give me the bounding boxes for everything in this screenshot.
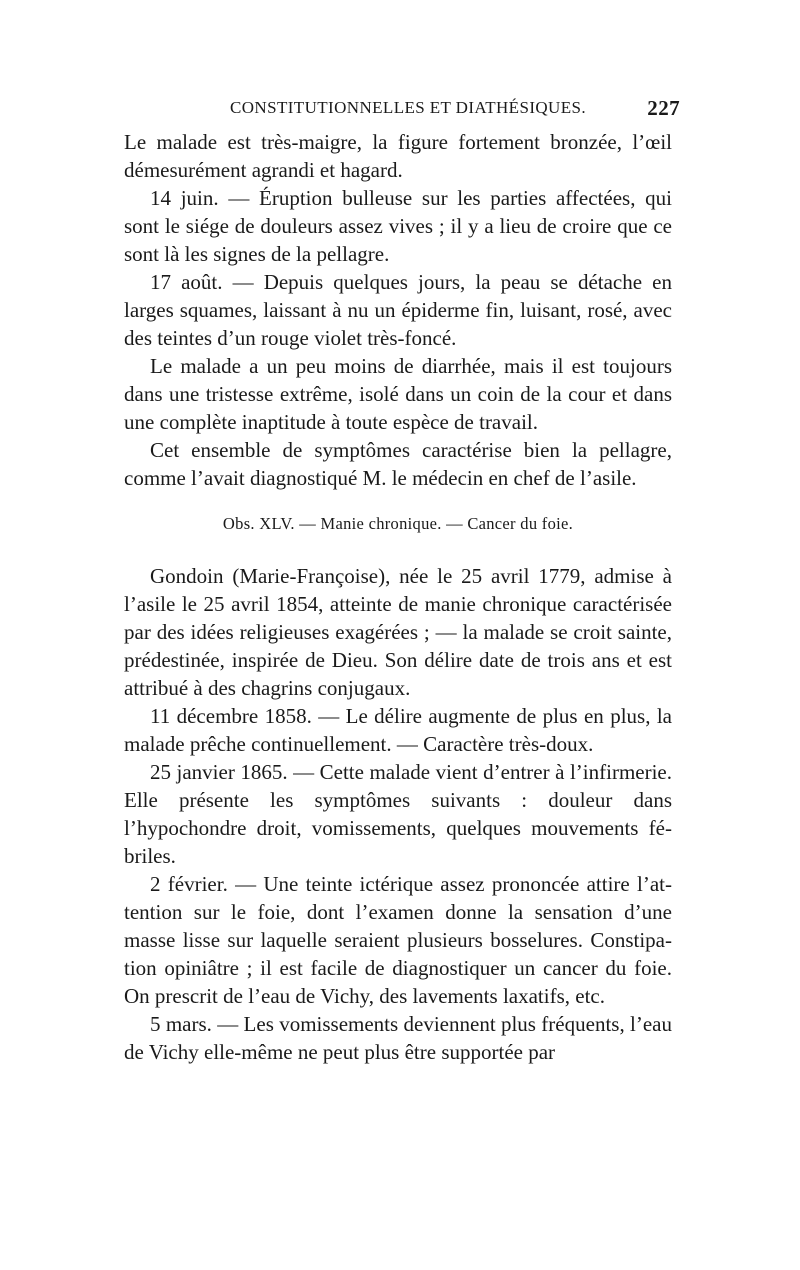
body-text: [124, 128, 672, 1066]
paragraph: 25 janvier 1865. — Cette malade vient d’entrer à l’infirmerie. Elle présente les symptômes suivants : douleur dans l’hypochondre droit, vomissements, quelques mouvements fébriles.: [124, 760, 672, 868]
paragraph: Le malade est très-maigre, la figure fortement bronzée, l’œil démesurément agrandi et hagard.: [124, 130, 672, 182]
running-head: [200, 98, 680, 124]
paragraph: 2 février. — Une teinte ictérique assez prononcée attire l’attention sur le foie, dont l’examen donne la sensation d’une masse lisse sur laquelle seraient plusieurs bosselures. Constipation opiniâtre ; il est facile de diagnostiquer un cancer du foie. On prescrit de l’eau de Vichy, des lavements laxatifs, etc.: [124, 872, 672, 1008]
paragraph: Le malade a un peu moins de diarrhée, mais il est toujours dans une tristesse extrême, isolé dans un coin de la cour et dans une complète inaptitude à toute espèce de travail.: [124, 354, 672, 434]
paragraph: 14 juin. — Éruption bulleuse sur les parties affectées, qui sont le siége de douleurs assez vives ; il y a lieu de croire que ce sont là les signes de la pellagre.: [124, 186, 672, 266]
paragraph: 17 août. — Depuis quelques jours, la peau se détache en larges squames, laissant à nu un épiderme fin, luisant, rosé, avec des teintes d’un rouge violet très-foncé.: [124, 270, 672, 350]
observation-heading: Obs. XLV. — Manie chronique. — Cancer du foie.: [222, 514, 574, 533]
paragraph: Gondoin (Marie-Françoise), née le 25 avril 1779, admise à l’asile le 25 avril 1854, atteinte de manie chronique caractérisée par des idées religieuses exagérées ; — la malade se croit sainte, prédestinée, inspirée de Dieu. Son délire date de trois ans et est attribué à des chagrins conjugaux.: [124, 564, 672, 700]
paragraph: 11 décembre 1858. — Le délire augmente de plus en plus, la malade prêche continuellement. — Caractère très-doux.: [124, 704, 672, 756]
page-number: 227: [647, 96, 680, 120]
paragraph: 5 mars. — Les vomissements deviennent plus fréquents, l’eau de Vichy elle-même ne peut plus être supportée par: [124, 1012, 672, 1064]
paragraph: Cet ensemble de symptômes caractérise bien la pellagre, comme l’avait diagnostiqué M. le médecin en chef de l’asile.: [124, 438, 672, 490]
running-title: CONSTITUTIONNELLES ET DIATHÉSIQUES.: [230, 98, 587, 117]
